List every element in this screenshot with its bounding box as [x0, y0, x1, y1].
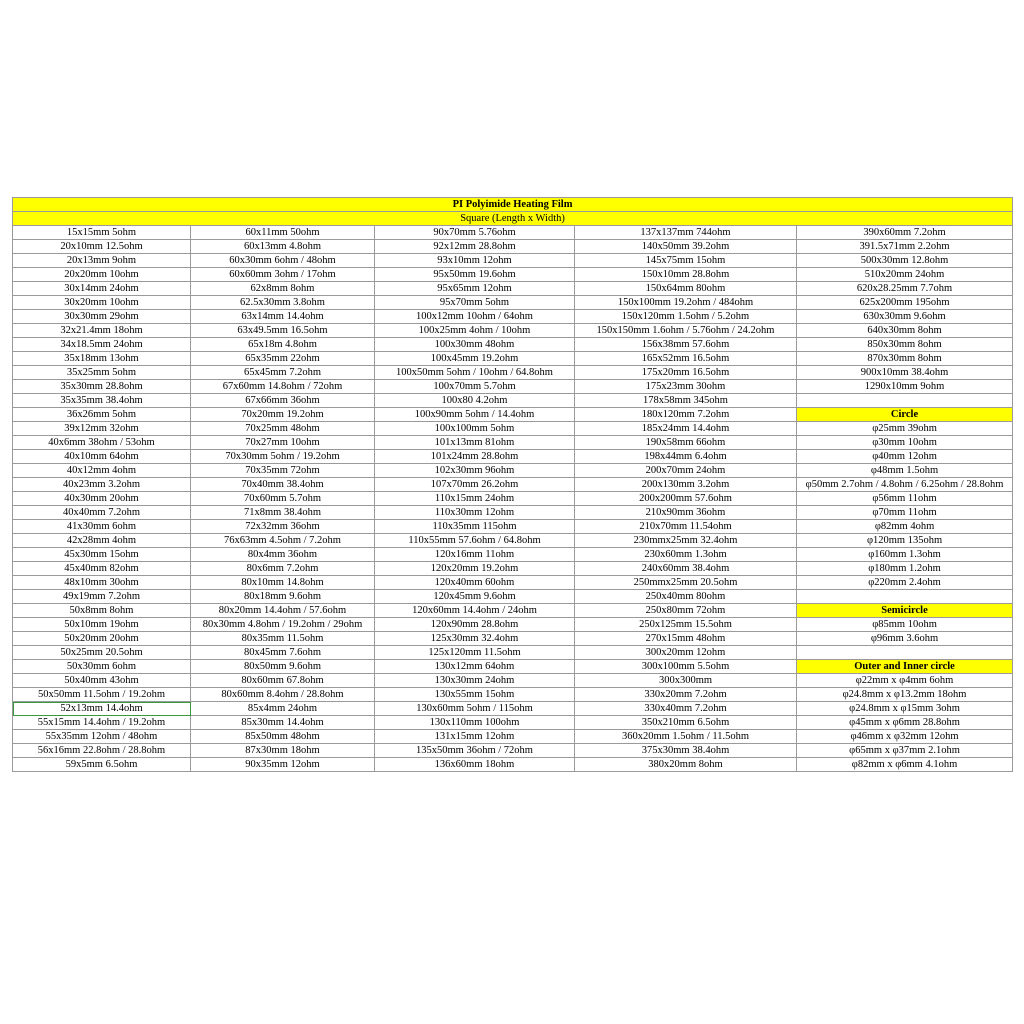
table-cell: 130x30mm 24ohm [375, 674, 575, 688]
table-row [13, 464, 1013, 478]
table-row [13, 744, 1013, 758]
table-cell: 30x30mm 29ohm [13, 310, 191, 324]
table-cell-empty [797, 394, 1013, 408]
table-cell: 95x70mm 5ohm [375, 296, 575, 310]
table-cell: 80x30mm 4.8ohm / 19.2ohm / 29ohm [191, 618, 375, 632]
table-row [13, 758, 1013, 772]
table-row [13, 436, 1013, 450]
table-cell: 101x13mm 81ohm [375, 436, 575, 450]
table-cell: 330x20mm 7.2ohm [575, 688, 797, 702]
table-row [13, 674, 1013, 688]
table-cell: 107x70mm 26.2ohm [375, 478, 575, 492]
table-cell-empty [797, 590, 1013, 604]
table-cell: 50x50mm 11.5ohm / 19.2ohm [13, 688, 191, 702]
table-cell: 20x13mm 9ohm [13, 254, 191, 268]
table-cell: 52x13mm 14.4ohm [13, 702, 191, 716]
table-row [13, 296, 1013, 310]
table-cell: 870x30mm 8ohm [797, 352, 1013, 366]
table-cell: 300x100mm 5.5ohm [575, 660, 797, 674]
table-cell: 150x100mm 19.2ohm / 484ohm [575, 296, 797, 310]
table-cell: Outer and Inner circle [797, 660, 1013, 674]
table-cell: 100x90mm 5ohm / 14.4ohm [375, 408, 575, 422]
table-cell: 48x10mm 30ohm [13, 576, 191, 590]
table-cell: 90x70mm 5.76ohm [375, 226, 575, 240]
table-row [13, 394, 1013, 408]
table-cell: 72x32mm 36ohm [191, 520, 375, 534]
table-cell: 71x8mm 38.4ohm [191, 506, 375, 520]
table-row [13, 282, 1013, 296]
table-cell: φ56mm 11ohm [797, 492, 1013, 506]
table-cell: 80x10mm 14.8ohm [191, 576, 375, 590]
table-cell: φ40mm 12ohm [797, 450, 1013, 464]
table-cell: 250x125mm 15.5ohm [575, 618, 797, 632]
table-cell: 15x15mm 5ohm [13, 226, 191, 240]
table-cell: 80x60mm 8.4ohm / 28.8ohm [191, 688, 375, 702]
table-cell: 510x20mm 24ohm [797, 268, 1013, 282]
table-cell: 90x35mm 12ohm [191, 758, 375, 772]
table-cell: 80x60mm 67.8ohm [191, 674, 375, 688]
table-row [13, 618, 1013, 632]
table-cell: 100x50mm 5ohm / 10ohm / 64.8ohm [375, 366, 575, 380]
table-cell: 65x45mm 7.2ohm [191, 366, 375, 380]
table-cell: 102x30mm 96ohm [375, 464, 575, 478]
table-cell: 210x90mm 36ohm [575, 506, 797, 520]
table-cell: 198x44mm 6.4ohm [575, 450, 797, 464]
table-row [13, 366, 1013, 380]
table-row [13, 254, 1013, 268]
table-cell: 150x120mm 1.5ohm / 5.2ohm [575, 310, 797, 324]
table-cell: 150x64mm 80ohm [575, 282, 797, 296]
table-cell: 40x6mm 38ohm / 53ohm [13, 436, 191, 450]
table-cell: 20x10mm 12.5ohm [13, 240, 191, 254]
table-cell: 175x20mm 16.5ohm [575, 366, 797, 380]
table-cell: φ70mm 11ohm [797, 506, 1013, 520]
table-cell: 391.5x71mm 2.2ohm [797, 240, 1013, 254]
table-cell: 130x55mm 15ohm [375, 688, 575, 702]
table-cell: φ120mm 135ohm [797, 534, 1013, 548]
spec-table [12, 197, 1013, 772]
table-cell: 50x25mm 20.5ohm [13, 646, 191, 660]
table-cell: 240x60mm 38.4ohm [575, 562, 797, 576]
table-row [13, 408, 1013, 422]
table-cell: φ46mm x φ32mm 12ohm [797, 730, 1013, 744]
table-cell: 85x50mm 48ohm [191, 730, 375, 744]
table-cell: 110x35mm 115ohm [375, 520, 575, 534]
table-cell: 45x40mm 82ohm [13, 562, 191, 576]
table-cell: 85x4mm 24ohm [191, 702, 375, 716]
table-cell: 40x10mm 64ohm [13, 450, 191, 464]
table-cell: 70x30mm 5ohm / 19.2ohm [191, 450, 375, 464]
table-cell: 80x4mm 36ohm [191, 548, 375, 562]
table-cell: 110x30mm 12ohm [375, 506, 575, 520]
table-cell: 70x20mm 19.2ohm [191, 408, 375, 422]
table-cell: 80x50mm 9.6ohm [191, 660, 375, 674]
table-cell: 375x30mm 38.4ohm [575, 744, 797, 758]
table-cell: 60x30mm 6ohm / 48ohm [191, 254, 375, 268]
table-cell: 39x12mm 32ohm [13, 422, 191, 436]
table-cell: 50x40mm 43ohm [13, 674, 191, 688]
table-cell: 56x16mm 22.8ohm / 28.8ohm [13, 744, 191, 758]
table-row [13, 576, 1013, 590]
table-cell: 120x40mm 60ohm [375, 576, 575, 590]
table-cell: 120x90mm 28.8ohm [375, 618, 575, 632]
table-cell: 60x13mm 4.8ohm [191, 240, 375, 254]
table-cell: φ220mm 2.4ohm [797, 576, 1013, 590]
table-cell: 190x58mm 66ohm [575, 436, 797, 450]
table-row [13, 604, 1013, 618]
table-cell: 390x60mm 7.2ohm [797, 226, 1013, 240]
table-cell: φ82mm x φ6mm 4.1ohm [797, 758, 1013, 772]
table-cell: 40x30mm 20ohm [13, 492, 191, 506]
table-cell: 100x25mm 4ohm / 10ohm [375, 324, 575, 338]
heating-film-spec-sheet [12, 197, 1012, 772]
table-cell: 330x40mm 7.2ohm [575, 702, 797, 716]
table-cell: 55x15mm 14.4ohm / 19.2ohm [13, 716, 191, 730]
table-row [13, 562, 1013, 576]
table-cell: 100x80 4.2ohm [375, 394, 575, 408]
table-cell: 35x35mm 38.4ohm [13, 394, 191, 408]
table-cell: φ22mm x φ4mm 6ohm [797, 674, 1013, 688]
table-cell: φ48mm 1.5ohm [797, 464, 1013, 478]
table-cell: 100x30mm 48ohm [375, 338, 575, 352]
table-cell: 110x15mm 24ohm [375, 492, 575, 506]
table-cell: 900x10mm 38.4ohm [797, 366, 1013, 380]
table-cell: 85x30mm 14.4ohm [191, 716, 375, 730]
table-cell: 100x45mm 19.2ohm [375, 352, 575, 366]
table-cell: 70x35mm 72ohm [191, 464, 375, 478]
table-row [13, 632, 1013, 646]
table-cell: 380x20mm 8ohm [575, 758, 797, 772]
table-cell: 620x28.25mm 7.7ohm [797, 282, 1013, 296]
table-cell: 200x200mm 57.6ohm [575, 492, 797, 506]
table-cell: 630x30mm 9.6ohm [797, 310, 1013, 324]
table-cell: 62.5x30mm 3.8ohm [191, 296, 375, 310]
table-cell: 80x6mm 7.2ohm [191, 562, 375, 576]
table-cell: 50x30mm 6ohm [13, 660, 191, 674]
table-cell: 145x75mm 15ohm [575, 254, 797, 268]
table-cell: 80x45mm 7.6ohm [191, 646, 375, 660]
table-cell: 130x12mm 64ohm [375, 660, 575, 674]
table-row [13, 226, 1013, 240]
table-cell: 30x14mm 24ohm [13, 282, 191, 296]
table-title-row [13, 198, 1013, 212]
table-row [13, 520, 1013, 534]
table-cell: φ82mm 4ohm [797, 520, 1013, 534]
table-row [13, 660, 1013, 674]
table-cell: 95x50mm 19.6ohm [375, 268, 575, 282]
table-cell: 93x10mm 12ohm [375, 254, 575, 268]
table-cell: 36x26mm 5ohm [13, 408, 191, 422]
table-cell: 60x11mm 50ohm [191, 226, 375, 240]
table-cell: 80x35mm 11.5ohm [191, 632, 375, 646]
table-row [13, 338, 1013, 352]
table-cell: φ180mm 1.2ohm [797, 562, 1013, 576]
table-cell: 150x10mm 28.8ohm [575, 268, 797, 282]
table-cell: 60x60mm 3ohm / 17ohm [191, 268, 375, 282]
table-row [13, 646, 1013, 660]
table-row [13, 310, 1013, 324]
table-cell: 500x30mm 12.8ohm [797, 254, 1013, 268]
table-cell: 230x60mm 1.3ohm [575, 548, 797, 562]
table-cell: 101x24mm 28.8ohm [375, 450, 575, 464]
table-cell: φ65mm x φ37mm 2.1ohm [797, 744, 1013, 758]
table-cell: 175x23mm 30ohm [575, 380, 797, 394]
table-cell: 178x58mm 345ohm [575, 394, 797, 408]
table-cell: 49x19mm 7.2ohm [13, 590, 191, 604]
table-cell: 250x80mm 72ohm [575, 604, 797, 618]
table-cell: 156x38mm 57.6ohm [575, 338, 797, 352]
table-cell: 63x49.5mm 16.5ohm [191, 324, 375, 338]
table-cell: 42x28mm 4ohm [13, 534, 191, 548]
table-cell: 130x60mm 5ohm / 115ohm [375, 702, 575, 716]
table-cell: 130x110mm 100ohm [375, 716, 575, 730]
table-cell: 35x18mm 13ohm [13, 352, 191, 366]
table-cell: 87x30mm 18ohm [191, 744, 375, 758]
table-cell: 92x12mm 28.8ohm [375, 240, 575, 254]
table-cell: 625x200mm 195ohm [797, 296, 1013, 310]
table-cell: 300x20mm 12ohm [575, 646, 797, 660]
table-row [13, 590, 1013, 604]
table-cell: 185x24mm 14.4ohm [575, 422, 797, 436]
table-cell: 150x150mm 1.6ohm / 5.76ohm / 24.2ohm [575, 324, 797, 338]
table-cell: 120x45mm 9.6ohm [375, 590, 575, 604]
table-row [13, 240, 1013, 254]
table-cell: 35x25mm 5ohm [13, 366, 191, 380]
table-cell: 360x20mm 1.5ohm / 11.5ohm [575, 730, 797, 744]
table-cell: 230mmx25mm 32.4ohm [575, 534, 797, 548]
table-cell: 70x40mm 38.4ohm [191, 478, 375, 492]
table-row [13, 730, 1013, 744]
table-subtitle-row [13, 212, 1013, 226]
table-cell: 35x30mm 28.8ohm [13, 380, 191, 394]
table-cell: 100x70mm 5.7ohm [375, 380, 575, 394]
table-row [13, 506, 1013, 520]
table-cell: φ85mm 10ohm [797, 618, 1013, 632]
table-cell: 45x30mm 15ohm [13, 548, 191, 562]
table-cell: 270x15mm 48ohm [575, 632, 797, 646]
table-cell: 50x10mm 19ohm [13, 618, 191, 632]
table-row [13, 534, 1013, 548]
table-subtitle: Square (Length x Width) [13, 212, 1013, 226]
table-row [13, 548, 1013, 562]
table-cell: 136x60mm 18ohm [375, 758, 575, 772]
table-row [13, 478, 1013, 492]
table-row [13, 380, 1013, 394]
table-cell: φ45mm x φ6mm 28.8ohm [797, 716, 1013, 730]
table-cell: 76x63mm 4.5ohm / 7.2ohm [191, 534, 375, 548]
table-cell: φ24.8mm x φ15mm 3ohm [797, 702, 1013, 716]
table-cell: 50x8mm 8ohm [13, 604, 191, 618]
table-cell: 41x30mm 6ohm [13, 520, 191, 534]
table-cell: 59x5mm 6.5ohm [13, 758, 191, 772]
table-cell: 63x14mm 14.4ohm [191, 310, 375, 324]
table-cell: φ96mm 3.6ohm [797, 632, 1013, 646]
table-cell: 850x30mm 8ohm [797, 338, 1013, 352]
table-cell: 34x18.5mm 24ohm [13, 338, 191, 352]
table-cell: 55x35mm 12ohm / 48ohm [13, 730, 191, 744]
table-row [13, 324, 1013, 338]
table-cell: Circle [797, 408, 1013, 422]
table-cell: 100x12mm 10ohm / 64ohm [375, 310, 575, 324]
table-cell: 70x27mm 10ohm [191, 436, 375, 450]
table-cell: 120x16mm 11ohm [375, 548, 575, 562]
page-title: PI Polyimide Heating Film [13, 198, 1013, 212]
table-cell: φ24.8mm x φ13.2mm 18ohm [797, 688, 1013, 702]
table-cell: 20x20mm 10ohm [13, 268, 191, 282]
table-cell: 80x20mm 14.4ohm / 57.6ohm [191, 604, 375, 618]
table-cell: 67x60mm 14.8ohm / 72ohm [191, 380, 375, 394]
table-cell: 50x20mm 20ohm [13, 632, 191, 646]
table-cell: 200x70mm 24ohm [575, 464, 797, 478]
table-cell: 137x137mm 744ohm [575, 226, 797, 240]
table-cell: 30x20mm 10ohm [13, 296, 191, 310]
table-cell: 70x25mm 48ohm [191, 422, 375, 436]
table-cell-empty [797, 646, 1013, 660]
table-cell: 32x21.4mm 18ohm [13, 324, 191, 338]
table-cell: 350x210mm 6.5ohm [575, 716, 797, 730]
table-cell: 640x30mm 8ohm [797, 324, 1013, 338]
table-cell: φ50mm 2.7ohm / 4.8ohm / 6.25ohm / 28.8ohm [797, 478, 1013, 492]
table-cell: 40x23mm 3.2ohm [13, 478, 191, 492]
table-row [13, 492, 1013, 506]
table-cell: 250mmx25mm 20.5ohm [575, 576, 797, 590]
table-row [13, 268, 1013, 282]
table-cell: 250x40mm 80ohm [575, 590, 797, 604]
table-cell: φ160mm 1.3ohm [797, 548, 1013, 562]
table-cell: 120x60mm 14.4ohm / 24ohm [375, 604, 575, 618]
table-cell: 210x70mm 11.54ohm [575, 520, 797, 534]
table-cell: 70x60mm 5.7ohm [191, 492, 375, 506]
table-cell: 125x30mm 32.4ohm [375, 632, 575, 646]
table-cell: 65x18m 4.8ohm [191, 338, 375, 352]
table-cell: 62x8mm 8ohm [191, 282, 375, 296]
table-cell: 40x40mm 7.2ohm [13, 506, 191, 520]
table-cell: 131x15mm 12ohm [375, 730, 575, 744]
table-cell: 100x100mm 5ohm [375, 422, 575, 436]
table-cell: 140x50mm 39.2ohm [575, 240, 797, 254]
table-row [13, 450, 1013, 464]
table-cell: 1290x10mm 9ohm [797, 380, 1013, 394]
table-row [13, 422, 1013, 436]
table-cell: 200x130mm 3.2ohm [575, 478, 797, 492]
table-cell: 67x66mm 36ohm [191, 394, 375, 408]
table-row [13, 716, 1013, 730]
table-cell: 135x50mm 36ohm / 72ohm [375, 744, 575, 758]
table-body [13, 198, 1013, 772]
table-cell: 80x18mm 9.6ohm [191, 590, 375, 604]
table-cell: 180x120mm 7.2ohm [575, 408, 797, 422]
table-cell: 65x35mm 22ohm [191, 352, 375, 366]
table-row [13, 702, 1013, 716]
table-cell: φ25mm 39ohm [797, 422, 1013, 436]
table-cell: φ30mm 10ohm [797, 436, 1013, 450]
table-cell: 165x52mm 16.5ohm [575, 352, 797, 366]
table-cell: 95x65mm 12ohm [375, 282, 575, 296]
table-cell: 300x300mm [575, 674, 797, 688]
table-row [13, 352, 1013, 366]
table-cell: 110x55mm 57.6ohm / 64.8ohm [375, 534, 575, 548]
table-cell: 40x12mm 4ohm [13, 464, 191, 478]
table-cell: 125x120mm 11.5ohm [375, 646, 575, 660]
table-row [13, 688, 1013, 702]
table-cell: 120x20mm 19.2ohm [375, 562, 575, 576]
table-cell: Semicircle [797, 604, 1013, 618]
